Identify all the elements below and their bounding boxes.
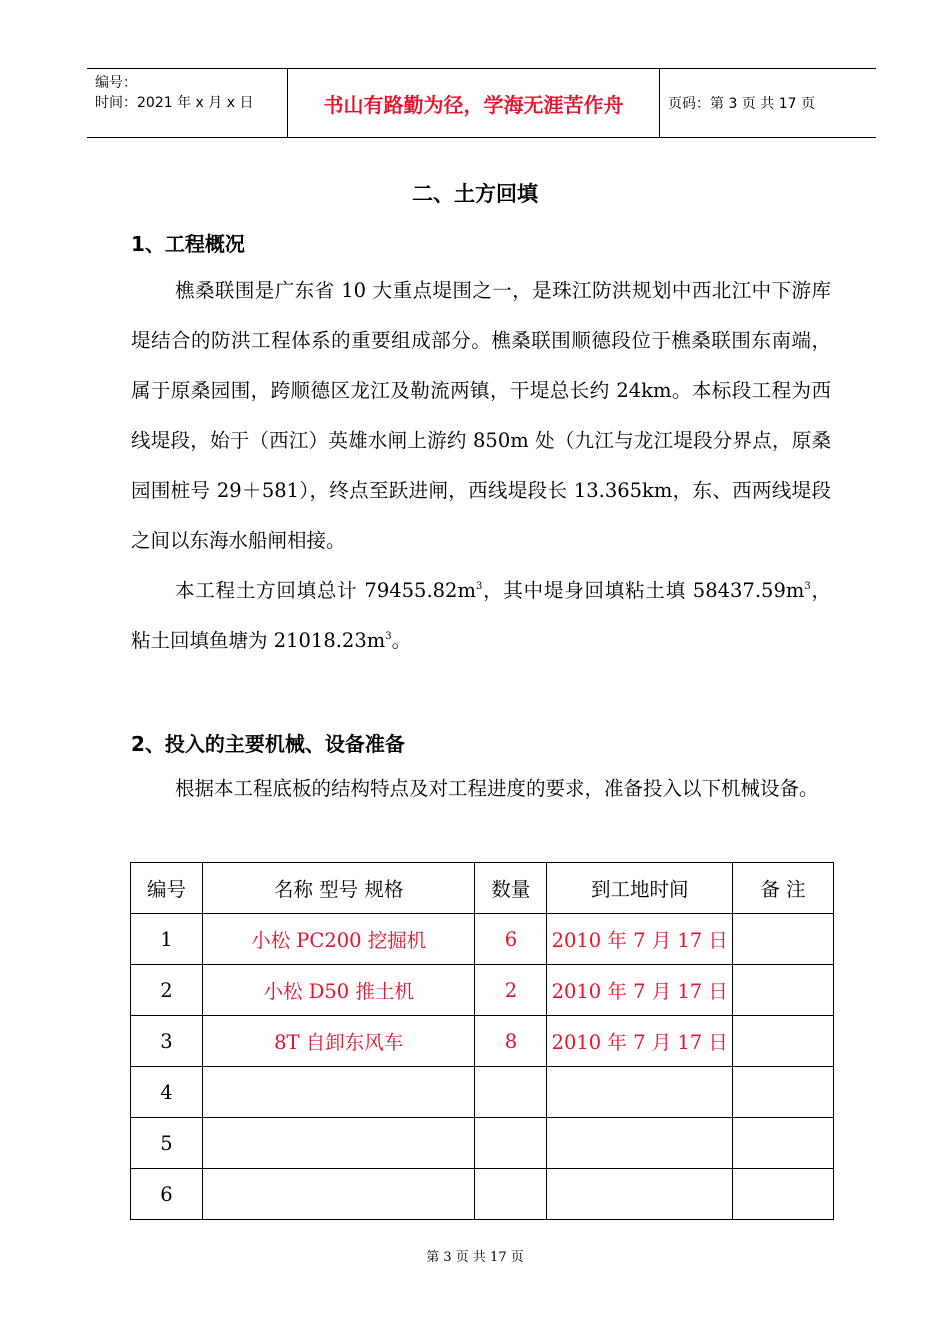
cell-name: 小松 PC200 挖掘机 xyxy=(202,914,475,965)
sup-3-b: 3 xyxy=(804,581,811,592)
cell-number: 5 xyxy=(131,1118,203,1169)
earthwork-text-b: ，其中堤身回填粘土填 58437.59m xyxy=(482,579,805,602)
cell-number: 3 xyxy=(131,1016,203,1067)
equipment-table xyxy=(130,862,834,1220)
page-code: 页码：第 3 页 共 17 页 xyxy=(668,96,815,112)
cell-arrival-time xyxy=(547,1169,733,1220)
header-meta xyxy=(87,69,287,137)
paragraph-equipment-intro: 根据本工程底板的结构特点及对工程进度的要求，准备投入以下机械设备。 xyxy=(175,777,819,800)
cell-arrival-time xyxy=(547,1118,733,1169)
column-header-number: 编号 xyxy=(131,863,203,914)
sup-3-a: 3 xyxy=(475,581,483,592)
sup-3-c: 3 xyxy=(385,631,392,642)
cell-remarks xyxy=(733,1169,834,1220)
header-page-code xyxy=(660,69,876,137)
motto: 书山有路勤为径，学海无涯苦作舟 xyxy=(323,92,624,117)
earthwork-text-a: 本工程土方回填总计 79455.82m xyxy=(175,579,476,602)
cell-quantity xyxy=(475,1067,547,1118)
cell-number: 6 xyxy=(131,1169,203,1220)
column-header-arrival-time: 到工地时间 xyxy=(547,863,733,914)
cell-quantity: 6 xyxy=(475,914,547,965)
column-header-remarks: 备 注 xyxy=(733,863,834,914)
cell-arrival-time: 2010 年 7 月 17 日 xyxy=(547,914,733,965)
cell-remarks xyxy=(733,965,834,1016)
table-row xyxy=(131,914,834,965)
cell-quantity xyxy=(475,1118,547,1169)
table-row xyxy=(131,1118,834,1169)
earthwork-text-d: 。 xyxy=(391,629,412,652)
cell-number: 1 xyxy=(131,914,203,965)
table-row xyxy=(131,965,834,1016)
page-footer: 第 3 页 共 17 页 xyxy=(426,1250,524,1265)
table-header-row xyxy=(131,863,834,914)
table-row xyxy=(131,1016,834,1067)
earthwork-text-c: ，粘土回填鱼塘为 21018.23m xyxy=(131,579,832,652)
cell-name: 小松 D50 推土机 xyxy=(202,965,475,1016)
column-header-name: 名称 型号 规格 xyxy=(202,863,475,914)
subsection-title-1: 1、工程概况 xyxy=(131,232,245,256)
cell-remarks xyxy=(733,1016,834,1067)
table-row xyxy=(131,1169,834,1220)
cell-quantity: 8 xyxy=(475,1016,547,1067)
cell-number: 2 xyxy=(131,965,203,1016)
paragraph-overview: 樵桑联围是广东省 10 大重点堤围之一，是珠江防洪规划中西北江中下游库堤结合的防洪工程体系的重要组成部分。樵桑联围顺德段位于樵桑联围东南端，属于原桑园围，跨顺德区龙江及勒流两镇，干堤总长约 24km。本标段工程为西线堤段，始于（西江）英雄水闸上游约 850m 处（九江与龙江堤段分界点，原桑园围桩号 29＋581），终点至跃进闸，西线堤段长 13.365km，东、西两线堤段之间以东海水船闸相接。 xyxy=(131,279,831,552)
cell-arrival-time: 2010 年 7 月 17 日 xyxy=(547,965,733,1016)
cell-name xyxy=(202,1118,475,1169)
section-title: 二、土方回填 xyxy=(412,182,538,206)
cell-name: 8T 自卸东风车 xyxy=(202,1016,475,1067)
cell-remarks xyxy=(733,1118,834,1169)
subsection-title-2: 2、投入的主要机械、设备准备 xyxy=(131,732,405,756)
cell-quantity xyxy=(475,1169,547,1220)
cell-name xyxy=(202,1067,475,1118)
cell-remarks xyxy=(733,1067,834,1118)
table-row xyxy=(131,1067,834,1118)
paragraph-earthwork xyxy=(131,566,831,666)
cell-number: 4 xyxy=(131,1067,203,1118)
number-label: 编号： xyxy=(95,75,137,91)
cell-arrival-time xyxy=(547,1067,733,1118)
page-header xyxy=(87,68,876,138)
cell-arrival-time: 2010 年 7 月 17 日 xyxy=(547,1016,733,1067)
time-label: 时间：2021 年 x 月 x 日 xyxy=(95,95,254,111)
column-header-quantity: 数量 xyxy=(475,863,547,914)
cell-quantity: 2 xyxy=(475,965,547,1016)
cell-remarks xyxy=(733,914,834,965)
header-motto-cell xyxy=(287,69,660,137)
cell-name xyxy=(202,1169,475,1220)
